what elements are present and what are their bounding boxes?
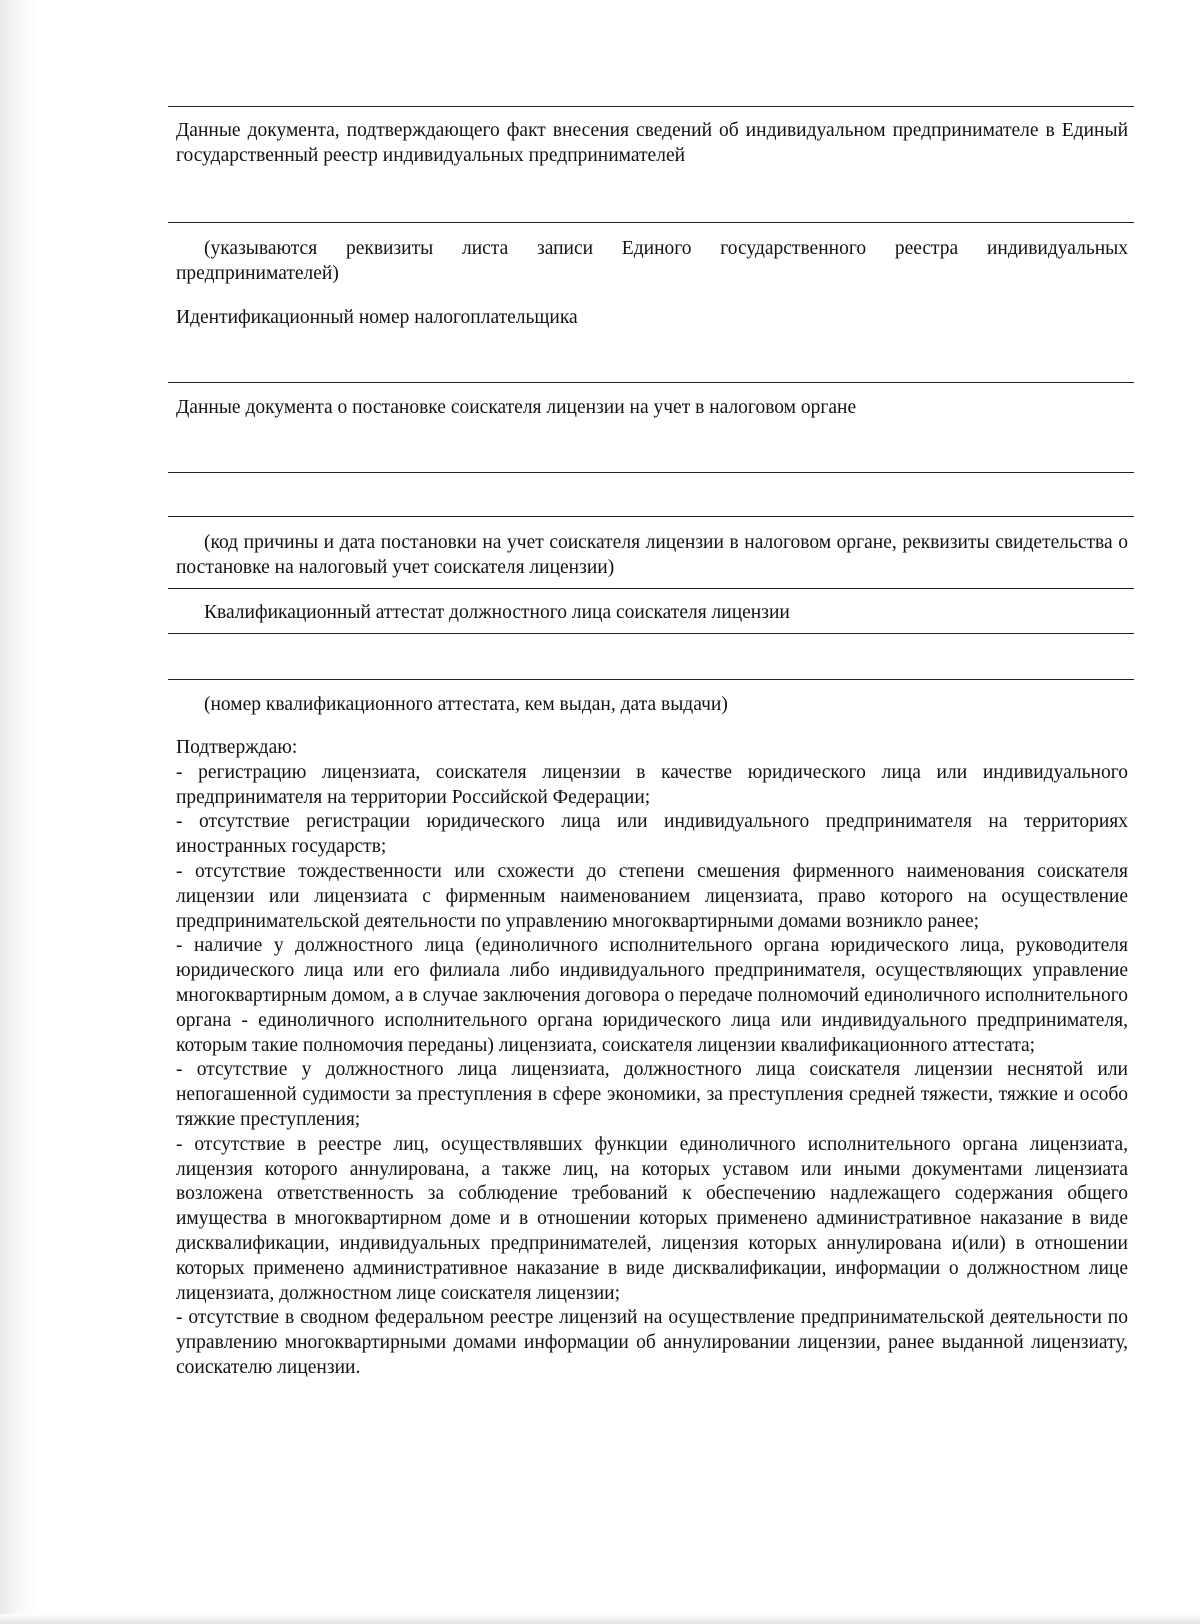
- egrip-field-rule: [168, 222, 1134, 223]
- inn-field-rule: [168, 382, 1134, 383]
- tax-doc-field-hint: (код причины и дата постановки на учет соискателя лицензии в налоговом органе, реквизиты свидетельства о постановке на налоговый учет соискателя лицензии): [176, 532, 1128, 578]
- egrip-field-label: Данные документа, подтверждающего факт внесения сведений об индивидуальном предпринимателе в Единый государственный реестр индивидуальных предпринимателей: [176, 120, 1128, 166]
- field-rule-top: [168, 106, 1134, 107]
- confirmation-item: - отсутствие тождественности или схожести до степени смешения фирменного наименования соискателя лицензии или лицензиата с фирменным наименованием лицензиата, право которого на осуществление предпринимательской деятельности по управлению многоквартирными домами возникло ранее;: [176, 860, 1128, 932]
- confirmation-item: - регистрацию лицензиата, соискателя лицензии в качестве юридического лица или индивидуального предпринимателя на территории Российской Федерации;: [176, 761, 1128, 808]
- confirmation-heading: Подтверждаю:: [176, 737, 298, 758]
- attestat-field-rule-2: [168, 679, 1134, 680]
- attestat-field-label: Квалификационный аттестат должностного лица соискателя лицензии: [204, 602, 790, 623]
- inn-field-label: Идентификационный номер налогоплательщика: [176, 307, 578, 328]
- attestat-field-rule-1: [168, 633, 1134, 634]
- tax-doc-field-rule-1: [168, 472, 1134, 473]
- scan-shadow-edge: [0, 0, 38, 1624]
- attestat-top-rule: [168, 588, 1134, 589]
- confirmation-section: [176, 736, 1128, 1381]
- attestat-field-hint: (номер квалификационного аттестата, кем выдан, дата выдачи): [204, 694, 728, 715]
- confirmation-item: - отсутствие регистрации юридического лица или индивидуального предпринимателя на территориях иностранных государств;: [176, 811, 1128, 858]
- confirmation-item: - отсутствие в сводном федеральном реестре лицензий на осуществление предпринимательской деятельности по управлению многоквартирными домами информации об аннулировании лицензии, ранее выданной лицензиату, соискателю лицензии.: [176, 1307, 1128, 1378]
- tax-doc-field-label: Данные документа о постановке соискателя лицензии на учет в налоговом органе: [176, 397, 857, 418]
- confirmation-item: - наличие у должностного лица (единоличного исполнительного органа юридического лица, руководителя юридического лица или его филиала либо индивидуального предпринимателя, осуществляющих управление многоквартирным домом, а в случае заключения договора о передаче полномочий единоличного исполнительного органа - единоличного исполнительного органа юридического лица или индивидуального предпринимателя, которым такие полномочия переданы) лицензиата, соискателя лицензии квалификационного аттестата;: [176, 935, 1128, 1056]
- scan-bottom-edge: [0, 1614, 1200, 1624]
- confirmation-item: - отсутствие в реестре лиц, осуществлявших функции единоличного исполнительного органа лицензиата, лицензия которого аннулирована, а также лиц, на которых уставом или иными документами лицензиата возложена ответственность за соблюдение требований к обеспечению надлежащего содержания общего имущества в многоквартирном доме и в отношении которых применено административное наказание в виде дисквалификации, индивидуальных предпринимателей, лицензия которых аннулирована и(или) в отношении которых применено административное наказание в виде дисквалификации, информации о должностном лице лицензиата, должностном лице соискателя лицензии;: [176, 1133, 1128, 1304]
- tax-doc-field-rule-2: [168, 516, 1134, 517]
- confirmation-item: - отсутствие у должностного лица лицензиата, должностного лица соискателя лицензии неснятой или непогашенной судимости за преступления в сфере экономики, за преступления средней тяжести, тяжкие и особо тяжкие преступления;: [176, 1059, 1128, 1130]
- egrip-field-hint: (указываются реквизиты листа записи Единого государственного реестра индивидуальных предпринимателей): [176, 238, 1128, 284]
